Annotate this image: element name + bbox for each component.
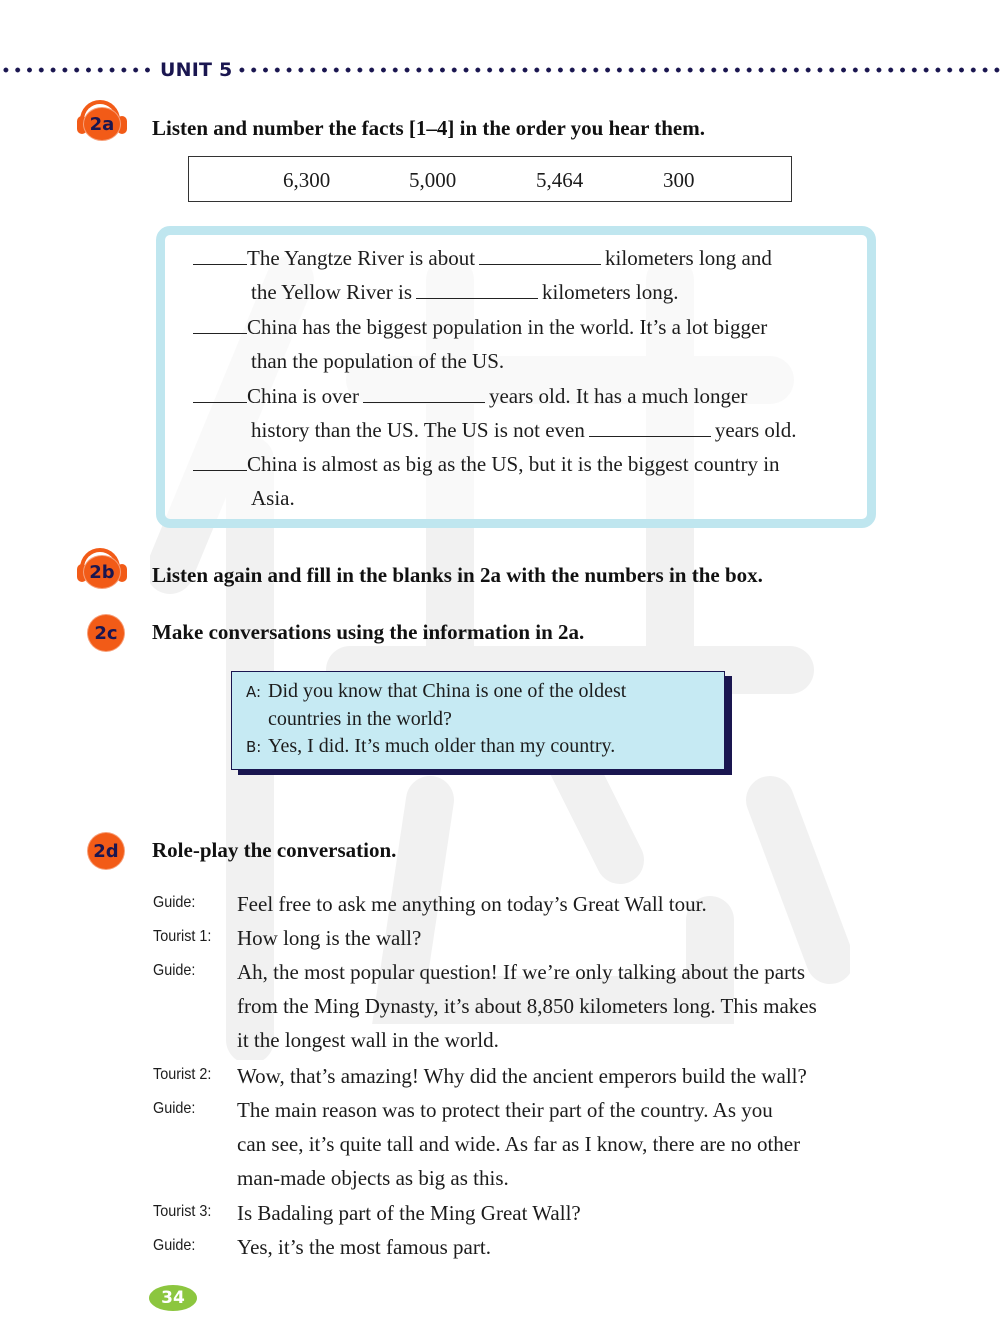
page-number: 34 <box>149 1285 197 1311</box>
fact-1-line-2: the Yellow River is kilometers long. <box>251 280 679 304</box>
dialogue-line: How long is the wall? <box>237 926 422 950</box>
number-blank[interactable] <box>589 418 711 437</box>
speaker-label: Tourist 2: <box>153 1066 212 1083</box>
order-blank[interactable] <box>193 384 247 403</box>
dialogue-line: Is Badaling part of the Ming Great Wall? <box>237 1201 581 1225</box>
number-item: 6,300 <box>283 168 331 192</box>
number-item: 5,000 <box>409 168 457 192</box>
dotted-rule-right <box>236 67 1000 73</box>
activity-label: 2b <box>84 556 120 588</box>
dialogue-line: from the Ming Dynasty, it’s about 8,850 kilometers long. This makes <box>237 994 817 1018</box>
unit-title: UNIT 5 <box>160 59 233 81</box>
number-blank[interactable] <box>416 280 538 299</box>
unit-header <box>0 58 1000 82</box>
dialogue-line: Yes, it’s the most famous part. <box>237 1235 491 1259</box>
conversation-line: B: Yes, I did. It’s much older than my country. <box>246 735 616 757</box>
speaker-label: B: <box>246 738 262 756</box>
number-blank[interactable] <box>479 246 601 265</box>
badge-2d <box>82 831 134 871</box>
speaker-label: Guide: <box>153 1100 196 1117</box>
badge-2c <box>82 613 134 653</box>
instruction-2a: Listen and number the facts [1–4] in the order you hear them. <box>152 116 705 140</box>
headphones-badge-2b <box>74 548 126 588</box>
instruction-2c: Make conversations using the information in 2a. <box>152 620 585 644</box>
instruction-2d: Role-play the conversation. <box>152 838 397 862</box>
dialogue-line: The main reason was to protect their part of the country. As you <box>237 1098 773 1122</box>
order-blank[interactable] <box>193 452 247 471</box>
activity-label: 2d <box>88 833 124 869</box>
dialogue-line: man-made objects as big as this. <box>237 1166 509 1190</box>
number-item: 5,464 <box>536 168 584 192</box>
order-blank[interactable] <box>193 246 247 265</box>
activity-label: 2c <box>88 615 124 651</box>
fact-3-line-2: history than the US. The US is not even years old. <box>251 418 797 442</box>
fact-1-line-1: The Yangtze River is about kilometers long and <box>193 246 772 271</box>
dotted-rule-left <box>0 67 156 73</box>
activity-label: 2a <box>84 108 120 140</box>
dialogue-line: it the longest wall in the world. <box>237 1028 499 1052</box>
speaker-label: Guide: <box>153 962 196 979</box>
headphones-badge-2a <box>74 100 126 140</box>
instruction-2b: Listen again and fill in the blanks in 2a with the numbers in the box. <box>152 563 763 587</box>
dialogue-line: Ah, the most popular question! If we’re only talking about the parts <box>237 960 806 984</box>
conversation-line: A: Did you know that China is one of the oldest <box>246 680 627 702</box>
dialogue-line: Wow, that’s amazing! Why did the ancient emperors build the wall? <box>237 1064 807 1088</box>
speaker-label: A: <box>246 683 262 701</box>
sample-conversation-box <box>231 671 725 770</box>
dialogue-line: can see, it’s quite tall and wide. As far as I know, there are no other <box>237 1132 801 1156</box>
fact-2-line-1: China has the biggest population in the world. It’s a lot bigger <box>193 315 767 340</box>
fact-3-line-1: China is over years old. It has a much longer <box>193 384 747 409</box>
order-blank[interactable] <box>193 315 247 334</box>
speaker-label: Tourist 3: <box>153 1203 212 1220</box>
fact-4-line-1: China is almost as big as the US, but it is the biggest country in <box>193 452 780 477</box>
fact-4-line-2: Asia. <box>251 486 295 510</box>
conversation-line: countries in the world? <box>268 708 452 730</box>
number-item: 300 <box>663 168 695 192</box>
speaker-label: Guide: <box>153 894 196 911</box>
speaker-label: Tourist 1: <box>153 928 212 945</box>
fact-2-line-2: than the population of the US. <box>251 349 505 373</box>
dialogue-line: Feel free to ask me anything on today’s Great Wall tour. <box>237 892 707 916</box>
facts-box <box>156 226 876 528</box>
speaker-label: Guide: <box>153 1237 196 1254</box>
number-blank[interactable] <box>363 384 485 403</box>
number-box <box>188 156 792 202</box>
